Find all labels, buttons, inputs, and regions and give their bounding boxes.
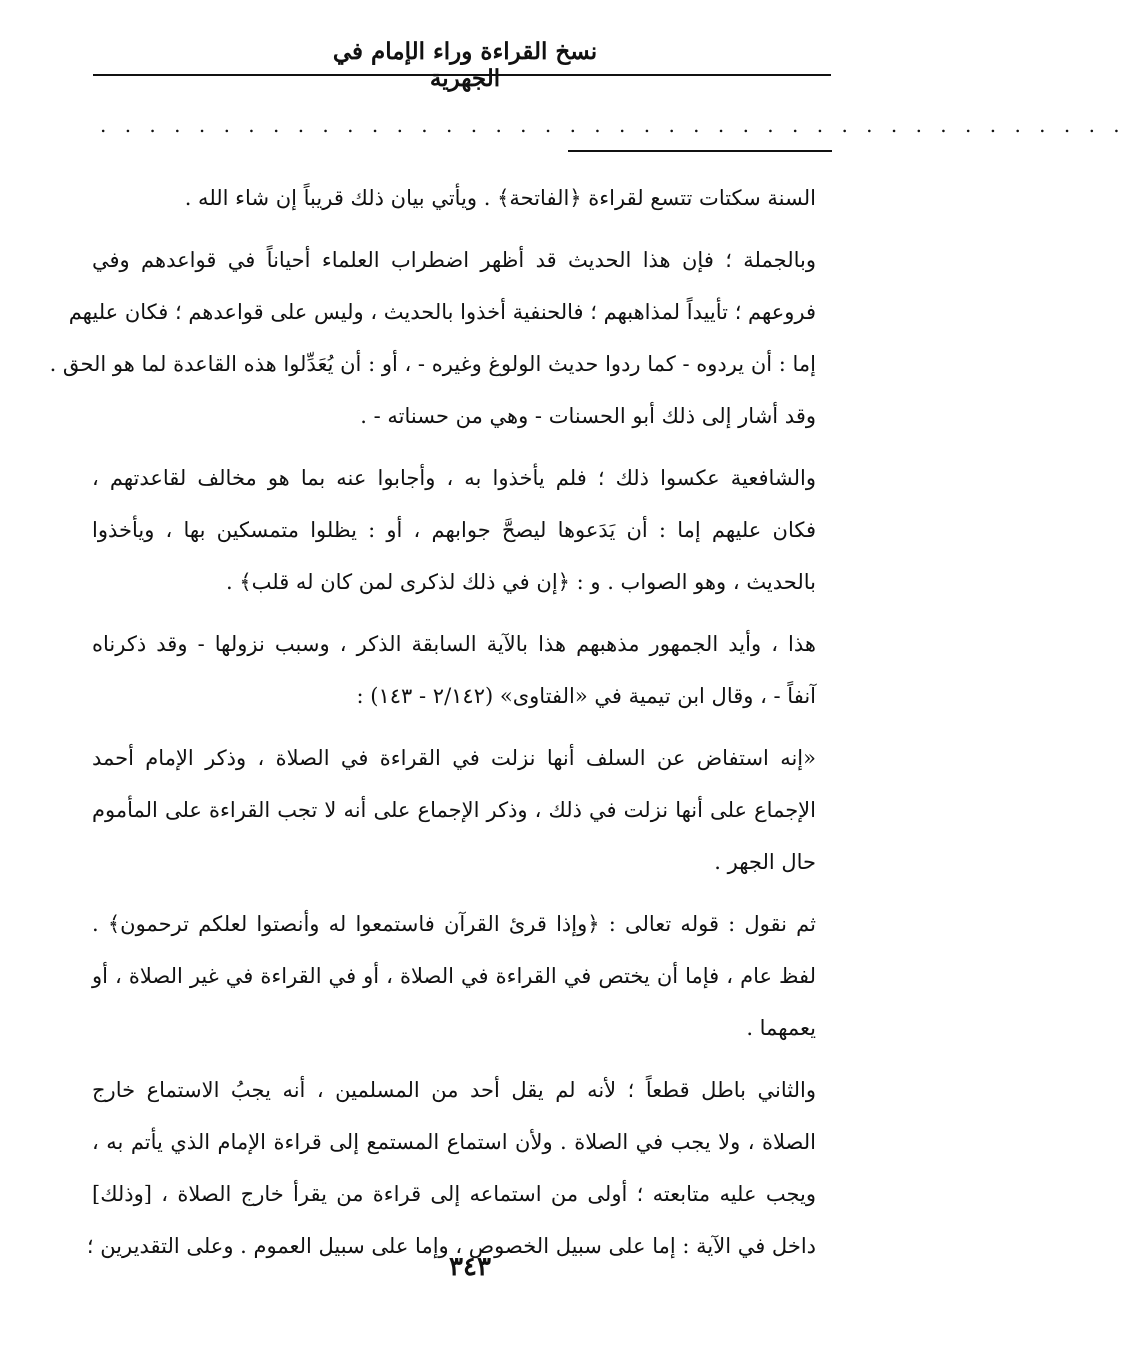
- text-line: السنة سكتات تتسع لقراءة ﴿الفاتحة﴾ . ويأتي بيان ذلك قريباً إن شاء الله .: [184, 186, 816, 210]
- dotted-separator: . . . . . . . . . . . . . . . . . . . . . . . . . . . . . . . . . . . . . . . . . .: [100, 113, 1126, 137]
- text-line: فروعهم ؛ تأييداً لمذاهبهم ؛ فالحنفية أخذوا بالحديث ، وليس على قواعدهم ؛ فكان عليهم: [68, 300, 816, 324]
- text-line: حال الجهر .: [714, 850, 816, 874]
- paragraph: [92, 898, 816, 1054]
- text-line: بالحديث ، وهو الصواب . و : ﴿إن في ذلك لذكرى لمن كان له قلب﴾ .: [225, 570, 816, 594]
- text-line: الإجماع على أنها نزلت في ذلك ، وذكر الإجماع على أنه لا تجب القراءة على المأموم: [92, 798, 816, 822]
- page-number: ٣٤٣: [449, 1252, 491, 1282]
- text-line: إما : أن يردوه - كما ردوا حديث الولوغ وغيره - ، أو : أن يُعَدِّلوا هذه القاعدة لما هو الحق .: [49, 352, 816, 376]
- paragraph: [92, 172, 816, 224]
- paragraph: [49, 234, 816, 442]
- text-line: الصلاة ، ولا يجب في الصلاة . ولأن استماع المستمع إلى قراءة الإمام الذي يأتم به ،: [92, 1130, 816, 1154]
- text-line: والشافعية عكسوا ذلك ؛ فلم يأخذوا به ، وأجابوا عنه بما هو مخالف لقاعدتهم ،: [92, 466, 816, 490]
- text-line: ثم نقول : قوله تعالى : ﴿وإذا قرئ القرآن فاستمعوا له وأنصتوا لعلكم ترحمون﴾ .: [92, 912, 816, 936]
- text-line: آنفاً - ، وقال ابن تيمية في «الفتاوى» (٢/١٤٢ - ١٤٣) :: [356, 684, 816, 708]
- text-line: والثاني باطل قطعاً ؛ لأنه لم يقل أحد من المسلمين ، أنه يجبُ الاستماع خارج: [92, 1078, 816, 1102]
- text-line: ويجب عليه متابعته ؛ أولى من استماعه إلى قراءة من يقرأ خارج الصلاة ، [وذلك]: [92, 1182, 816, 1206]
- header-rule: [93, 74, 831, 76]
- body-text: [49, 172, 816, 1272]
- text-line: فكان عليهم إما : أن يَدَعوها ليصحَّ جوابهم ، أو : يظلوا متمسكين بها ، ويأخذوا: [92, 518, 816, 542]
- paragraph: [92, 732, 816, 888]
- text-line: هذا ، وأيد الجمهور مذهبهم هذا بالآية السابقة الذكر ، وسبب نزولها - وقد ذكرناه: [92, 632, 816, 656]
- short-rule: [568, 150, 832, 152]
- text-line: «إنه استفاض عن السلف أنها نزلت في القراءة في الصلاة ، وذكر الإمام أحمد: [92, 746, 816, 770]
- paragraph: [92, 618, 816, 722]
- text-line: وبالجملة ؛ فإن هذا الحديث قد أظهر اضطراب العلماء أحياناً في قواعدهم وفي: [92, 248, 816, 272]
- paragraph: [92, 452, 816, 608]
- running-title: نسخ القراءة وراء الإمام في الجهرية: [332, 38, 598, 92]
- text-line: وقد أشار إلى ذلك أبو الحسنات - وهي من حسناته - .: [360, 404, 816, 428]
- text-line: لفظ عام ، فإما أن يختص في القراءة في الصلاة ، أو في القراءة في غير الصلاة ، أو: [92, 964, 816, 988]
- text-line: يعمهما .: [746, 1016, 816, 1040]
- text-line: داخل في الآية : إما على سبيل الخصوص ، وإما على سبيل العموم . وعلى التقديرين ؛: [86, 1234, 816, 1258]
- paragraph: [86, 1064, 816, 1272]
